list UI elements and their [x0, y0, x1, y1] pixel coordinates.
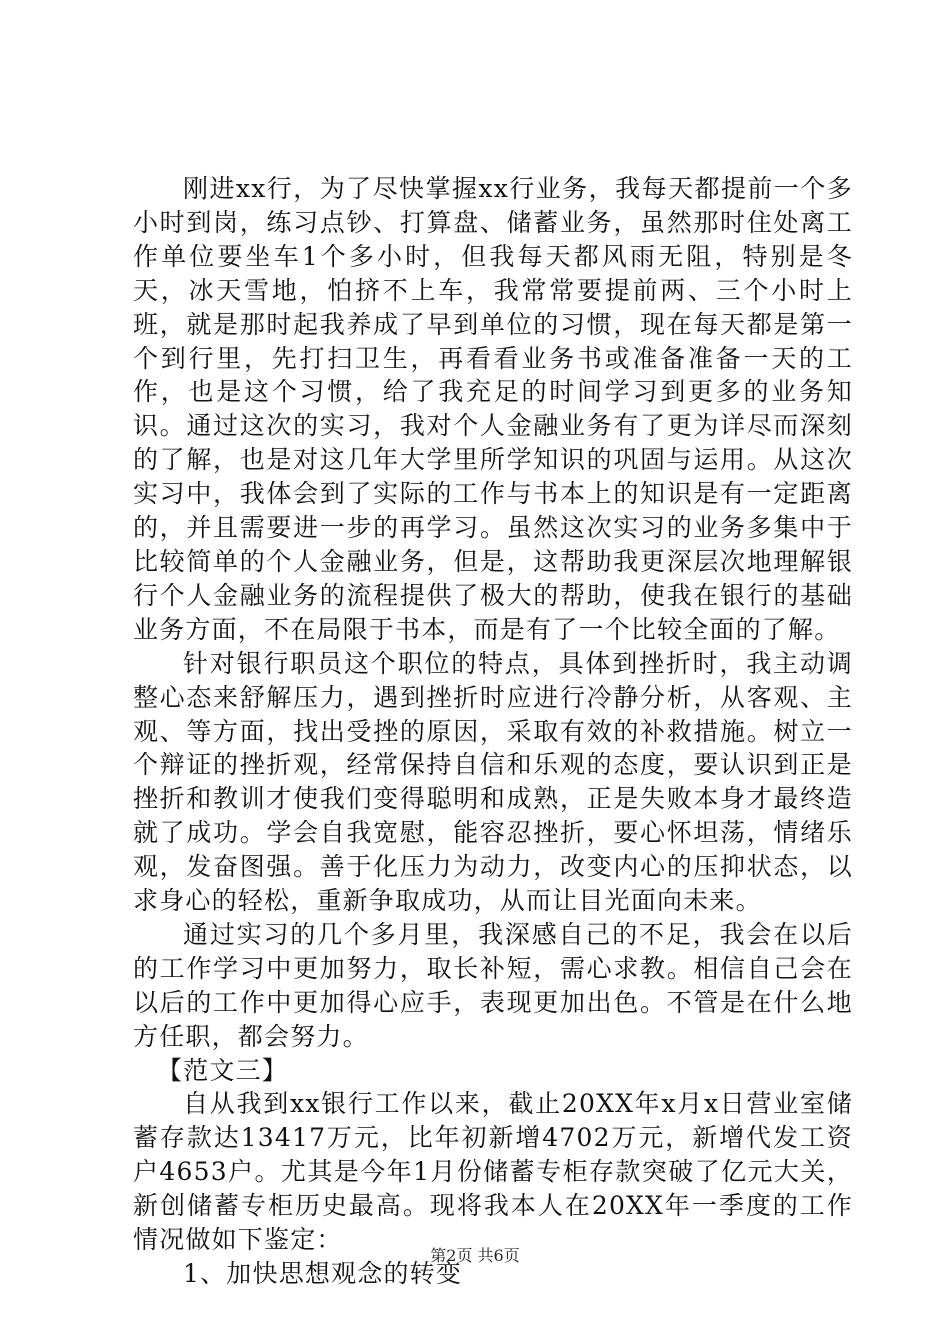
paragraph-internship-start: 刚进xx行，为了尽快掌握xx行业务，我每天都提前一个多小时到岗，练习点钞、打算盘、储蓄业务，虽然那时住处离工作单位要坐车1个多小时，但我每天都风雨无阻，特别是冬天，冰天雪地，怕挤不上车，我常常要提前两、三个小时上班，就是那时起我养成了早到单位的习惯，现在每天都是第一个到行里，先打扫卫生，再看看业务书或准备准备一天的工作，也是这个习惯，给了我充足的时间学习到更多的业务知识。通过这次的实习，我对个人金融业务有了更为详尽而深刻的了解，也是对这几年大学里所学知识的巩固与运用。从这次实习中，我体会到了实际的工作与书本上的知识是有一定距离的，并且需要进一步的再学习。虽然这次实习的业务多集中于比较简单的个人金融业务，但是，这帮助我更深层次地理解银行个人金融业务的流程提供了极大的帮助，使我在银行的基础业务方面，不在局限于书本，而是有了一个比较全面的了解。: [133, 174, 853, 644]
paragraph-conclusion: 通过实习的几个多月里，我深感自己的不足，我会在以后的工作学习中更加努力，取长补短，需心求教。相信自己会在以后的工作中更加得心应手，表现更加出色。不管是在什么地方任职，都会努力。: [133, 919, 853, 1051]
paragraph-frustration: 针对银行职员这个职位的特点，具体到挫折时，我主动调整心态来舒解压力，遇到挫折时应进行冷静分析，从客观、主观、等方面，找出受挫的原因，采取有效的补救措施。树立一个辩证的挫折观，经常保持自信和乐观的态度，要认识到正是挫折和教训才使我们变得聪明和成熟，正是失败本身才最终造就了成功。学会自我宽慰，能容忍挫折，要心怀坦荡，情绪乐观，发奋图强。善于化压力为动力，改变内心的压抑状态，以求身心的轻松，重新争取成功，从而让目光面向未来。: [133, 648, 853, 916]
document-body: [133, 172, 853, 1291]
page-number-footer: 第2页 共6页: [430, 1246, 520, 1265]
section-heading: 【范文三】: [157, 1055, 289, 1085]
list-item-1: 1、加快思想观念的转变: [183, 1259, 463, 1288]
paragraph-section-three: 自从我到xx银行工作以来，截止20XX年x月x日营业室储蓄存款达13417万元，比年初新增4702万元，新增代发工资户4653户。尤其是今年1月份储蓄专柜存款突破了亿元大关，新创储蓄专柜历史最高。现将我本人在20XX年一季度的工作情况做如下鉴定：: [133, 1089, 853, 1255]
